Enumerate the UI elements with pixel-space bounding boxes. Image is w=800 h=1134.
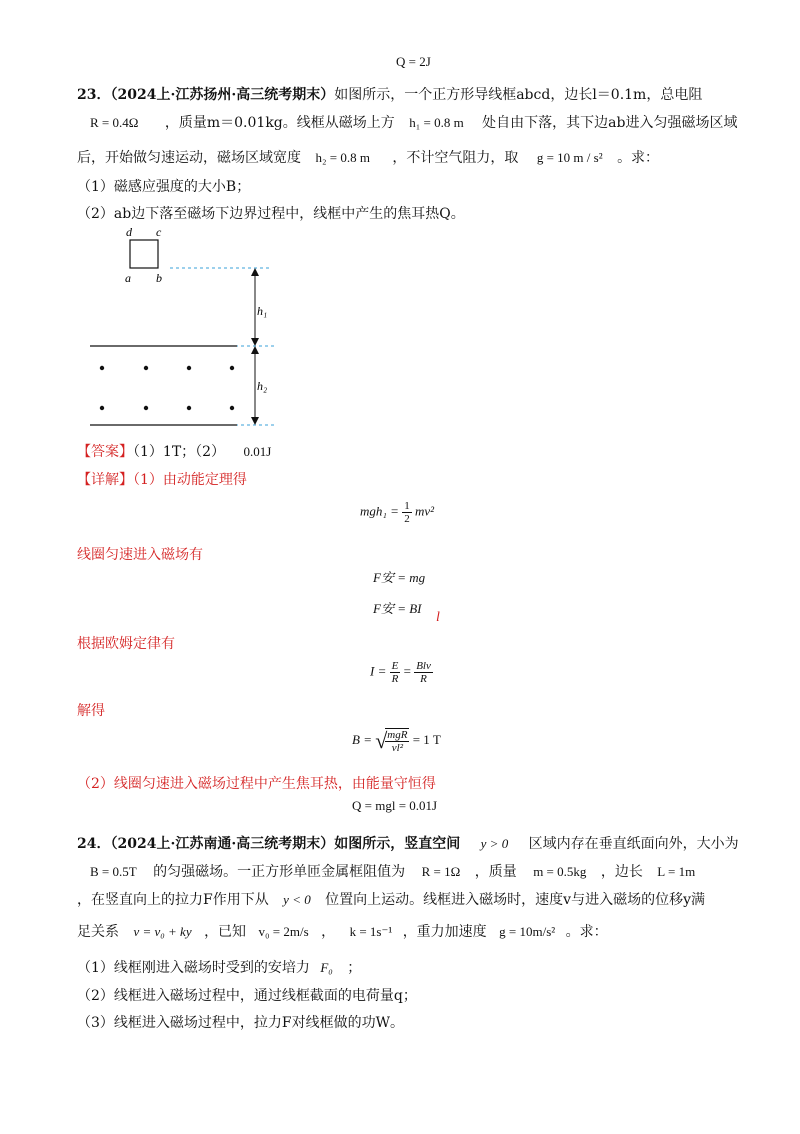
label-h1: h₁ — [257, 304, 268, 318]
q23-stem-3c: 。求： — [617, 150, 660, 166]
q23-g-expr: g = 10 m / s² — [536, 150, 603, 165]
eq1-den: 2 — [404, 513, 410, 525]
eq4-f2-num: Blv — [416, 660, 431, 672]
q23-h1-expr: h₁ = 0.8 m — [409, 115, 464, 130]
eq-ampere-force: F安 = BI — [373, 601, 422, 616]
eq4-fraction-1 — [390, 660, 401, 685]
eq4-f1-den: R — [391, 673, 399, 685]
q24-y-pos: y > 0 — [480, 836, 509, 851]
q24-sub1-text: （1）线框刚进入磁场时受到的安培力 — [77, 960, 310, 976]
q24-line1 — [77, 833, 739, 853]
q23-line2 — [90, 112, 737, 132]
q23-sub2: （2）ab边下落至磁场下边界过程中，线框中产生的焦耳热Q。 — [77, 206, 465, 222]
eq5-den: vl² — [391, 742, 403, 754]
q24-stem-2b: ，质量 — [474, 864, 517, 880]
answer-value: 0.01J — [243, 444, 272, 459]
q23-stem-1: 如图所示，一个正方形导线框abcd，边长l＝0.1m，总电阻 — [334, 87, 703, 103]
q24-stem-4d: ，重力加速度 — [402, 924, 487, 940]
q23-detail-2: （2）线圈匀速进入磁场过程中产生焦耳热，由能量守恒得 — [77, 776, 436, 792]
q24-R-expr: R = 1Ω — [421, 864, 461, 879]
q24-stem-4c: ， — [321, 924, 336, 940]
q24-stem-3b: 位置向上运动。线框进入磁场时，速度v与进入磁场的位移y满 — [325, 892, 705, 908]
q24-stem-4a: 足关系 — [77, 924, 119, 940]
q24-sub3: （3）线框进入磁场过程中，拉力F对线框做的功W。 — [77, 1015, 405, 1031]
h1-arrow-head-top — [251, 268, 259, 276]
q24-v0-expr: v₀ = 2m/s — [258, 924, 309, 939]
text-uniform-entry: 线圈匀速进入磁场有 — [77, 547, 203, 563]
q24-stem-2c: ，边长 — [600, 864, 643, 880]
detail-text-1: （1）由动能定理得 — [133, 472, 247, 488]
q23-sub1: （1）磁感应强度的大小B； — [77, 179, 251, 195]
q23-source: （2024上·江苏扬州·高三统考期末） — [110, 87, 335, 103]
eq3-mark: l — [436, 610, 440, 625]
text-solve: 解得 — [77, 703, 105, 719]
q24-L-expr: L = 1m — [657, 864, 696, 879]
q24-sub1 — [77, 957, 361, 977]
q24-stem-1b: 区域内存在垂直纸面向外，大小为 — [528, 836, 739, 852]
q24-stem-3a: ，在竖直向上的拉力F作用下从 — [77, 892, 269, 908]
q24-line3 — [77, 889, 705, 909]
q24-sub2: （2）线框进入磁场过程中，通过线框截面的电荷量q； — [77, 988, 417, 1004]
q23-stem-3a: 后，开始做匀速运动，磁场区域宽度 — [77, 150, 301, 166]
eq4-f2-den: R — [420, 673, 427, 685]
eq1-num: 1 — [404, 500, 410, 512]
h1-arrow-head-bottom — [251, 338, 259, 346]
q23-stem-2b: 处自由下落，其下边ab进入匀强磁场区域 — [482, 115, 738, 131]
q24-source: （2024上·江苏南通·高三统考期末） — [110, 836, 335, 852]
q24-sub1-end: ； — [347, 960, 362, 976]
eq1-fraction — [402, 500, 412, 525]
q23-R-expr: R = 0.4Ω — [90, 115, 139, 130]
q23-line1 — [77, 84, 702, 104]
text-ohm-law: 根据欧姆定律有 — [77, 636, 175, 652]
sqrt-sign: √ — [375, 728, 388, 753]
eq5-right: = 1 T — [412, 731, 441, 747]
q23-h2-expr: h₂ = 0.8 m — [315, 150, 370, 165]
q24-stem-1a: 如图所示，竖直空间 — [334, 836, 461, 852]
eq4-fraction-2 — [414, 660, 433, 685]
q24-number: 24． — [77, 836, 111, 852]
eq5-left: B = — [352, 731, 372, 747]
eq4-left: I = — [370, 663, 387, 679]
answer-tag: 【答案】 — [77, 444, 133, 460]
eq5-num: mgR — [387, 729, 408, 741]
q24-k-expr: k = 1s⁻¹ — [349, 924, 393, 939]
q23-stem-3b: ，不计空气阻力，取 — [392, 150, 519, 166]
magnetic-field-dots — [100, 366, 234, 410]
eq5-fraction — [385, 728, 409, 754]
wire-frame-square — [130, 240, 158, 268]
eq1-left: mgh₁ = — [360, 503, 399, 519]
eq4-mid: = — [403, 663, 411, 679]
label-h2: h₂ — [257, 379, 268, 393]
q23-figure — [80, 222, 300, 432]
q24-B-expr: B = 0.5T — [90, 864, 137, 879]
q23-stem-2a: ，质量m＝0.01kg。线框从磁场上方 — [164, 115, 395, 131]
label-c: c — [156, 225, 162, 239]
answer-text: （1）1T；（2） — [133, 444, 226, 460]
q24-line2 — [90, 861, 695, 881]
h2-arrow-head-bottom — [251, 417, 259, 425]
q24-F0-expr: F₀ — [320, 960, 333, 975]
q24-stem-4e: 。求： — [565, 924, 608, 940]
q23-number: 23． — [77, 87, 111, 103]
eq-force-balance: F安 = mg — [373, 570, 426, 585]
q24-g-expr: g = 10m/s² — [499, 924, 556, 939]
eq4-f1-num: E — [391, 660, 399, 672]
eq-B-result — [352, 728, 441, 754]
eq-ohm — [370, 660, 433, 685]
q24-v-expr: v = v₀ + ky — [133, 924, 192, 939]
label-d: d — [126, 225, 132, 239]
q24-line4 — [77, 921, 608, 941]
eq-kinetic-energy — [360, 500, 434, 525]
eq1-right: mv² — [414, 503, 434, 519]
h2-arrow-head-top — [251, 346, 259, 354]
q23-detail-1 — [77, 469, 247, 489]
detail-tag: 【详解】 — [77, 472, 133, 488]
label-b: b — [156, 271, 162, 285]
top-equation: Q = 2J — [396, 54, 431, 69]
q24-m-expr: m = 0.5kg — [533, 864, 587, 879]
q24-y-neg: y < 0 — [283, 892, 311, 907]
q23-line3 — [77, 147, 659, 167]
q24-stem-4b: ，已知 — [204, 924, 247, 940]
q23-answer — [77, 441, 271, 461]
q24-stem-2a: 的匀强磁场。一正方形单匝金属框阻值为 — [153, 864, 406, 880]
label-a: a — [125, 271, 131, 285]
eq-joule-heat: Q = mgl = 0.01J — [352, 798, 438, 813]
